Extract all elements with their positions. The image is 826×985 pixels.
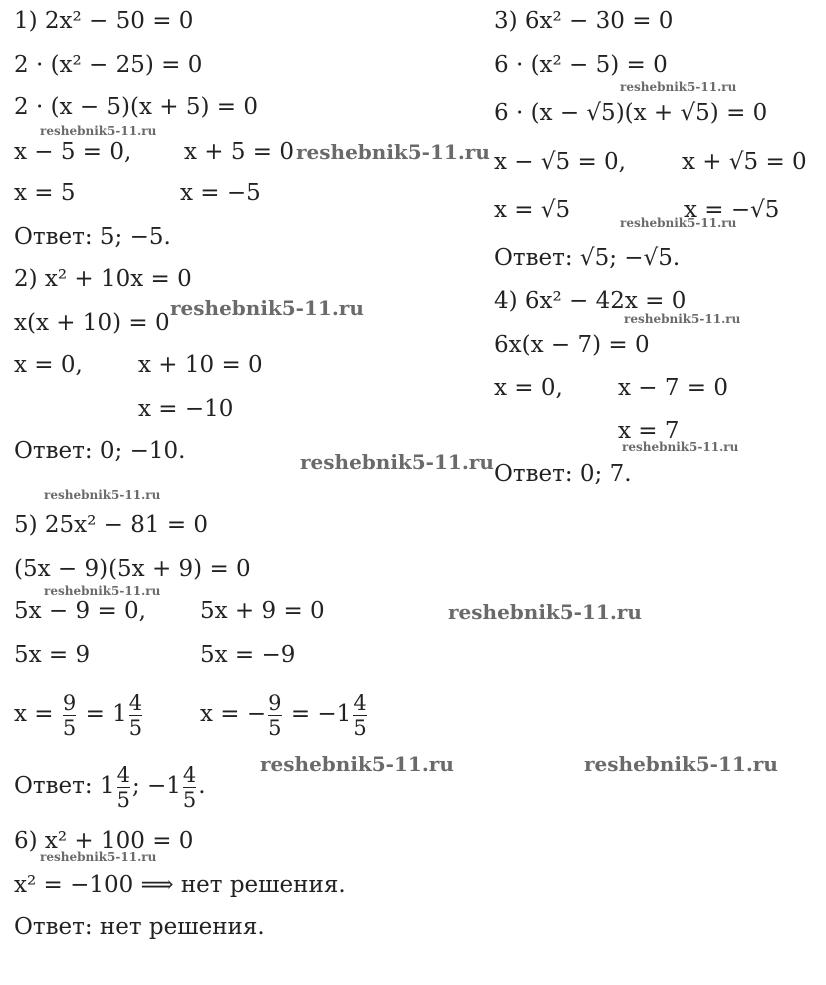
p5-step1: (5x − 9)(5x + 9) = 0 (14, 556, 251, 582)
p4-root2-eq: x − 7 = 0 (618, 375, 729, 401)
p2-root2-eq: x + 10 = 0 (138, 352, 263, 378)
p2-step1: x(x + 10) = 0 (14, 310, 170, 336)
p3-root1: x = √5 (494, 197, 571, 223)
watermark: reshebnik5-11.ru (620, 80, 737, 94)
watermark: reshebnik5-11.ru (260, 752, 454, 776)
p4-root2: x = 7 (618, 418, 680, 444)
p2-equation: 2) x² + 10x = 0 (14, 266, 192, 292)
p1-root2: x = −5 (180, 180, 261, 206)
p5-root1-fraction: x = $\frac{9}{5}$ = 1 $\frac{4}{5}$ (14, 690, 143, 740)
watermark: reshebnik5-11.ru (170, 296, 364, 320)
p3-step1: 6 · (x² − 5) = 0 (494, 52, 668, 78)
p4-root1: x = 0, (494, 375, 563, 401)
fraction-9-5: $\frac{9}{5}$ (62, 690, 77, 740)
p2-root2: x = −10 (138, 396, 234, 422)
p1-root1-eq: x − 5 = 0, (14, 139, 132, 165)
p5-root1-eq: 5x − 9 = 0, (14, 598, 146, 624)
p3-root2-eq: x + √5 = 0 (682, 149, 807, 175)
watermark: reshebnik5-11.ru (40, 124, 157, 138)
fraction-4-5: $\frac{4}{5}$ (353, 690, 367, 740)
watermark: reshebnik5-11.ru (622, 440, 739, 454)
p1-root2-eq: x + 5 = 0 (184, 139, 295, 165)
p3-equation: 3) 6x² − 30 = 0 (494, 8, 674, 34)
p3-step2: 6 · (x − √5)(x + √5) = 0 (494, 100, 768, 126)
watermark: reshebnik5-11.ru (300, 450, 494, 474)
p5-root2-fraction: x = − $\frac{9}{5}$ = −1 $\frac{4}{5}$ (200, 690, 367, 740)
p1-step2: 2 · (x − 5)(x + 5) = 0 (14, 94, 258, 120)
watermark: reshebnik5-11.ru (448, 600, 642, 624)
p1-root1: x = 5 (14, 180, 76, 206)
p3-answer: Ответ: √5; −√5. (494, 245, 681, 271)
p1-answer: Ответ: 5; −5. (14, 224, 171, 250)
p2-answer: Ответ: 0; −10. (14, 438, 186, 464)
p1-equation: 1) 2x² − 50 = 0 (14, 8, 194, 34)
watermark: reshebnik5-11.ru (296, 140, 490, 164)
p4-equation: 4) 6x² − 42x = 0 (494, 288, 687, 314)
fraction-4-5: $\frac{4}{5}$ (116, 762, 130, 812)
watermark: reshebnik5-11.ru (620, 216, 737, 230)
watermark: reshebnik5-11.ru (44, 584, 161, 598)
watermark: reshebnik5-11.ru (44, 488, 161, 502)
p5-equation: 5) 25x² − 81 = 0 (14, 512, 209, 538)
fraction-4-5: $\frac{4}{5}$ (182, 762, 197, 812)
watermark: reshebnik5-11.ru (40, 850, 157, 864)
p5-answer: Ответ: 1 $\frac{4}{5}$ ; −1 $\frac{4}{5}$ . (14, 762, 206, 812)
p4-step1: 6x(x − 7) = 0 (494, 332, 650, 358)
p1-step1: 2 · (x² − 25) = 0 (14, 52, 203, 78)
p5-root2-eq: 5x + 9 = 0 (200, 598, 325, 624)
p2-root1: x = 0, (14, 352, 83, 378)
p6-step1: x² = −100 ⟹ нет решения. (14, 872, 346, 898)
p5-root2-step: 5x = −9 (200, 642, 296, 668)
fraction-9-5: $\frac{9}{5}$ (268, 690, 282, 740)
p4-answer: Ответ: 0; 7. (494, 461, 632, 487)
p3-root1-eq: x − √5 = 0, (494, 149, 626, 175)
p6-answer: Ответ: нет решения. (14, 914, 265, 940)
p5-root1-step: 5x = 9 (14, 642, 91, 668)
watermark: reshebnik5-11.ru (624, 312, 741, 326)
watermark: reshebnik5-11.ru (584, 752, 778, 776)
p6-equation: 6) x² + 100 = 0 (14, 828, 194, 854)
fraction-4-5: $\frac{4}{5}$ (128, 690, 143, 740)
p3-root2: x = −√5 (684, 197, 780, 223)
